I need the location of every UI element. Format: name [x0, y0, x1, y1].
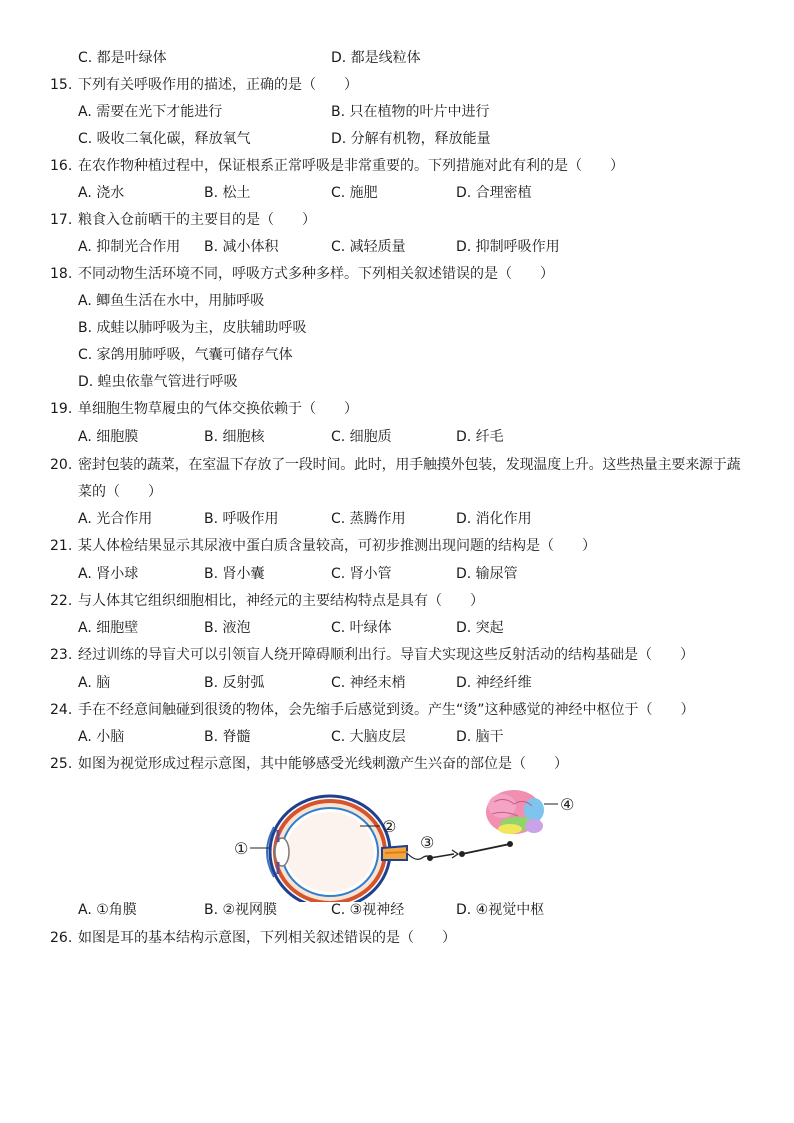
question-text: 与人体其它组织细胞相比，神经元的主要结构特点是具有（ ）: [78, 593, 484, 609]
q19-option-a[interactable]: A. 细胞膜: [78, 429, 139, 445]
question-22: [0, 591, 794, 611]
q16-option-b[interactable]: B. 松土: [204, 185, 251, 201]
eye-brain-diagram: [222, 782, 592, 902]
q20-option-c[interactable]: C. 蒸腾作用: [331, 511, 406, 527]
question-15: [0, 75, 794, 95]
q22-option-d[interactable]: D. 突起: [456, 620, 504, 636]
q24-option-a[interactable]: A. 小脑: [78, 729, 125, 745]
q25-option-b[interactable]: B. ②视网膜: [204, 902, 278, 918]
q21-option-d[interactable]: D. 输尿管: [456, 566, 518, 582]
q14-option-c[interactable]: C. 都是叶绿体: [78, 50, 167, 66]
q19-option-c[interactable]: C. 细胞质: [331, 429, 392, 445]
q17-option-b[interactable]: B. 减小体积: [204, 239, 279, 255]
q21-option-a[interactable]: A. 肾小球: [78, 566, 139, 582]
question-number: 23.: [50, 647, 73, 663]
q17-option-d[interactable]: D. 抑制呼吸作用: [456, 239, 560, 255]
question-number: 17.: [50, 212, 73, 228]
q18-option-a[interactable]: A. 鲫鱼生活在水中，用肺呼吸: [78, 293, 265, 309]
q21-option-c[interactable]: C. 肾小管: [331, 566, 392, 582]
q20-option-b[interactable]: B. 呼吸作用: [204, 511, 279, 527]
question-number: 19.: [50, 401, 73, 417]
q19-option-d[interactable]: D. 纤毛: [456, 429, 504, 445]
q15-option-d[interactable]: D. 分解有机物，释放能量: [331, 131, 491, 147]
q23-option-b[interactable]: B. 反射弧: [204, 675, 265, 691]
q22-option-a[interactable]: A. 细胞壁: [78, 620, 139, 636]
question-number: 20.: [50, 457, 73, 473]
q15-option-b[interactable]: B. 只在植物的叶片中进行: [331, 104, 490, 120]
question-number: 24.: [50, 702, 73, 718]
q19-option-b[interactable]: B. 细胞核: [204, 429, 265, 445]
question-text: 不同动物生活环境不同，呼吸方式多种多样。下列相关叙述错误的是（ ）: [78, 266, 554, 282]
q17-option-c[interactable]: C. 减轻质量: [331, 239, 406, 255]
label-1: ①: [234, 839, 249, 858]
question-text: 经过训练的导盲犬可以引领盲人绕开障碍顺利出行。导盲犬实现这些反射活动的结构基础是（ ）: [78, 647, 694, 663]
question-text: 某人体检结果显示其尿液中蛋白质含量较高，可初步推测出现问题的结构是（ ）: [78, 538, 596, 554]
q16-option-d[interactable]: D. 合理密植: [456, 185, 532, 201]
question-text-continued: 菜的（ ）: [78, 484, 162, 500]
q22-option-c[interactable]: C. 叶绿体: [331, 620, 392, 636]
visual-pathway-figure: [222, 782, 592, 902]
q25-option-a[interactable]: A. ①角膜: [78, 902, 137, 918]
q18-option-b[interactable]: B. 成蛙以肺呼吸为主，皮肤辅助呼吸: [78, 320, 307, 336]
question-18: [0, 264, 794, 284]
q15-option-c[interactable]: C. 吸收二氧化碳，释放氧气: [78, 131, 251, 147]
question-text: 单细胞生物草履虫的气体交换依赖于（ ）: [78, 401, 358, 417]
question-26: [0, 928, 794, 948]
question-number: 16.: [50, 158, 73, 174]
question-21: [0, 536, 794, 556]
q23-option-c[interactable]: C. 神经末梢: [331, 675, 406, 691]
q23-option-a[interactable]: A. 脑: [78, 675, 111, 691]
label-4: ④: [560, 795, 575, 814]
question-19: [0, 399, 794, 419]
question-text: 在农作物种植过程中，保证根系正常呼吸是非常重要的。下列措施对此有利的是（ ）: [78, 158, 624, 174]
question-number: 21.: [50, 538, 73, 554]
question-25: [0, 754, 794, 774]
q15-option-a[interactable]: A. 需要在光下才能进行: [78, 104, 223, 120]
question-text: 下列有关呼吸作用的描述，正确的是（ ）: [78, 77, 358, 93]
question-20: [0, 455, 794, 475]
q18-option-d[interactable]: D. 蝗虫依靠气管进行呼吸: [78, 374, 238, 390]
question-text: 如图是耳的基本结构示意图，下列相关叙述错误的是（ ）: [78, 930, 456, 946]
q20-option-a[interactable]: A. 光合作用: [78, 511, 153, 527]
question-number: 15.: [50, 77, 73, 93]
question-text: 如图为视觉形成过程示意图，其中能够感受光线刺激产生兴奋的部位是（ ）: [78, 756, 568, 772]
question-23: [0, 645, 794, 665]
question-text: 粮食入仓前晒干的主要目的是（ ）: [78, 212, 316, 228]
q25-option-c[interactable]: C. ③视神经: [331, 902, 405, 918]
question-number: 26.: [50, 930, 73, 946]
q23-option-d[interactable]: D. 神经纤维: [456, 675, 532, 691]
q22-option-b[interactable]: B. 液泡: [204, 620, 251, 636]
q24-option-b[interactable]: B. 脊髓: [204, 729, 251, 745]
q14-option-d[interactable]: D. 都是线粒体: [331, 50, 421, 66]
q18-option-c[interactable]: C. 家鸽用肺呼吸，气囊可储存气体: [78, 347, 293, 363]
question-number: 25.: [50, 756, 73, 772]
q16-option-c[interactable]: C. 施肥: [331, 185, 378, 201]
label-2: ②: [382, 817, 397, 836]
label-3: ③: [420, 833, 435, 852]
question-number: 22.: [50, 593, 73, 609]
question-24: [0, 700, 794, 720]
question-16: [0, 156, 794, 176]
q21-option-b[interactable]: B. 肾小囊: [204, 566, 265, 582]
brain-icon: [486, 790, 544, 834]
question-text: 密封包装的蔬菜，在室温下存放了一段时间。此时，用手触摸外包装，发现温度上升。这些热量主要来源于蔬: [78, 457, 741, 473]
question-text: 手在不经意间触碰到很烫的物体，会先缩手后感觉到烫。产生“烫”这种感觉的神经中枢位于（ ）: [78, 702, 695, 718]
q24-option-c[interactable]: C. 大脑皮层: [331, 729, 406, 745]
eyeball: [267, 796, 408, 902]
q16-option-a[interactable]: A. 浇水: [78, 185, 125, 201]
q20-option-d[interactable]: D. 消化作用: [456, 511, 532, 527]
question-number: 18.: [50, 266, 73, 282]
q17-option-a[interactable]: A. 抑制光合作用: [78, 239, 181, 255]
q25-option-d[interactable]: D. ④视觉中枢: [456, 902, 545, 918]
q24-option-d[interactable]: D. 脑干: [456, 729, 504, 745]
question-17: [0, 210, 794, 230]
